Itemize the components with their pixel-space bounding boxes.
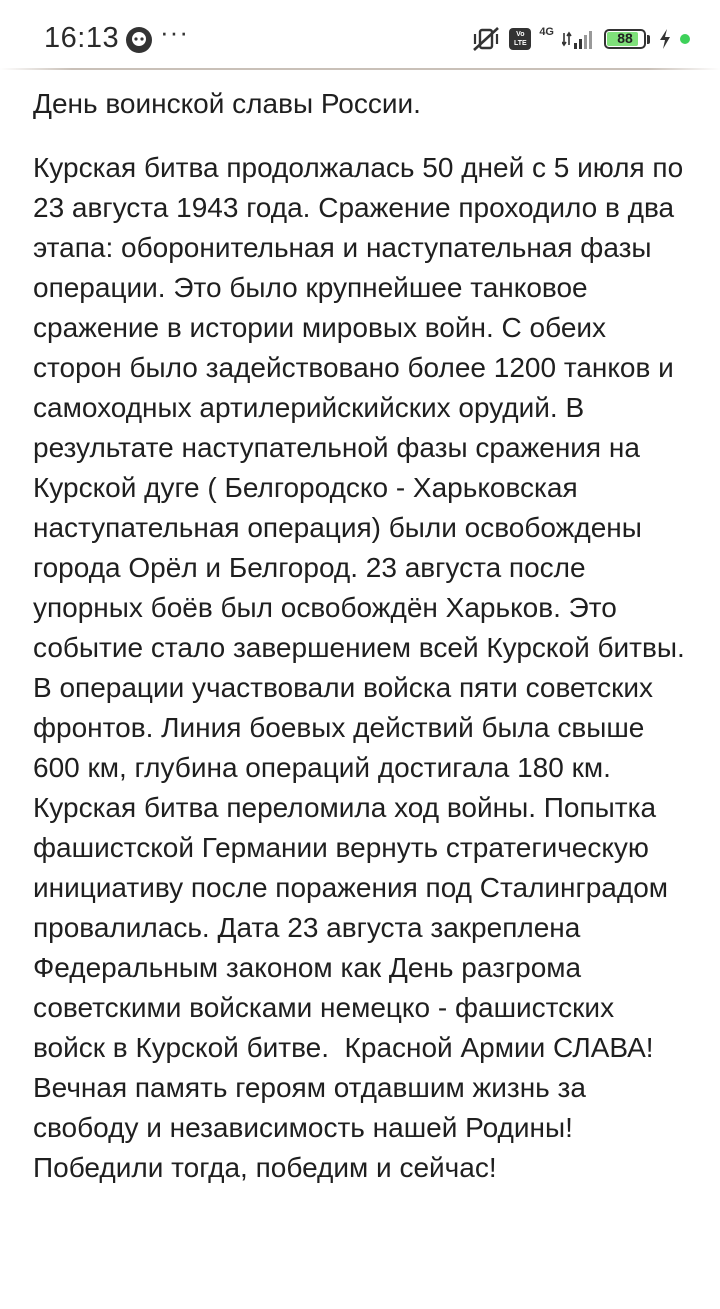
post-body: Курская битва продолжалась 50 дней с 5 июля по 23 августа 1943 года. Сражение проходило в два этапа: оборонительная и наступательная фазы операции. Это было крупнейшее танковое сражение в истории мировых войн. С обеих сторон было задействовано более 1200 танков и самоходных артилерийскийских орудий. В результате наступательной фазы сражения на Курской дуге ( Белгородско - Харьковская наступательная операция) были освобождены города Орёл и Белгород. 23 августа после упорных боёв был освобождён Харьков. Это событие стало завершением всей Курской битвы. В операции участвовали войска пяти советских фронтов. Линия боевых действий была свыше 600 км, глубина операций достигала 180 км. Курская битва переломила ход войны. Попытка фашистской Германии вернуть стратегическую инициативу после поражения под Сталинградом провалилась. Дата 23 августа закреплена Федеральным законом как День разгрома советскими войсками немецко - фашистских войск в Курской битве. Красной Армии СЛАВА! Вечная память героям отдавшим жизнь за свободу и независимость нашей Родины! Победили тогда, победим и сейчас! bbox=[33, 152, 693, 1183]
signal-strength-icon bbox=[562, 27, 596, 51]
charging-bolt-icon bbox=[658, 28, 672, 50]
charging-indicator-dot bbox=[680, 34, 690, 44]
battery-tip bbox=[647, 35, 650, 44]
status-bar bbox=[0, 0, 720, 70]
battery-icon bbox=[604, 29, 646, 49]
volte-icon: Vo LTE bbox=[509, 28, 531, 50]
header-divider bbox=[0, 68, 720, 70]
post-content bbox=[33, 84, 693, 1188]
more-notifications-icon: ··· bbox=[160, 17, 189, 47]
status-icons bbox=[471, 24, 690, 54]
post-heading: День воинской славы России. bbox=[33, 88, 421, 119]
messenger-notification-icon bbox=[124, 25, 154, 55]
status-time: 16:13 bbox=[44, 22, 120, 54]
network-type-label: 4G bbox=[539, 26, 554, 38]
battery-level: 88 bbox=[617, 30, 633, 46]
vibrate-mute-icon bbox=[471, 26, 501, 52]
